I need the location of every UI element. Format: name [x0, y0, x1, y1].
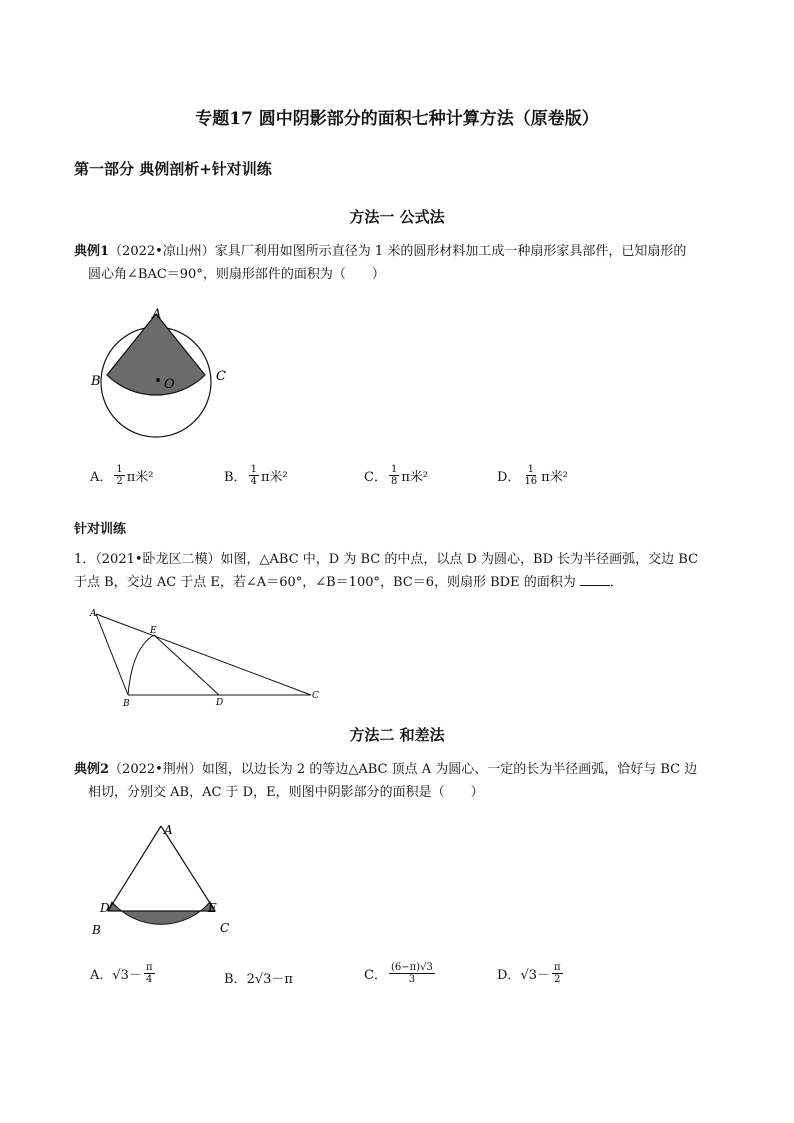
label-C: C [312, 691, 319, 701]
part-heading: 第一部分 典例剖析+针对训练 [74, 160, 272, 178]
example1-label: 典例1 [74, 244, 110, 259]
answer-blank[interactable] [580, 573, 610, 586]
shaded-sector [107, 314, 205, 395]
example1-text [74, 240, 734, 286]
method1-heading: 方法一 公式法 [349, 208, 445, 226]
option-d-2[interactable]: D． √3－ $\frac{\pi}{2}$ [497, 962, 561, 985]
label-E: E [208, 901, 217, 915]
label-A: A [152, 307, 162, 322]
example1-line1: （2022•凉山州）家具厂利用如图所示直径为 1 米的圆形材料加工成一种扇形家具部件，已知扇形的 [109, 244, 687, 259]
option-b[interactable]: B． $\frac{1}{4}$ π米² [224, 464, 288, 487]
option-d[interactable]: D． $\frac{1}{16}$ π米² [497, 464, 568, 487]
figure-equilateral-triangle [86, 814, 246, 944]
label-B: B [92, 923, 101, 937]
label-C: C [220, 921, 230, 935]
option-c-2[interactable]: C． $\frac{(6-\pi)√3}{3}$ [364, 962, 433, 985]
figure-triangle-arc [86, 604, 326, 714]
center-point [156, 378, 160, 382]
label-A: A [90, 609, 97, 619]
label-B: B [91, 374, 101, 389]
arc-BE [128, 635, 154, 695]
option-a-2[interactable]: A． √3－ $\frac{\pi}{4}$ [90, 962, 153, 985]
label-C: C [216, 369, 226, 384]
training-heading: 针对训练 [74, 522, 127, 537]
figure-circle-sector [86, 302, 246, 462]
label-A: A [164, 823, 173, 837]
label-D: D [216, 698, 224, 708]
label-O: O [164, 377, 175, 392]
option-a[interactable]: A． $\frac{1}{2}$ π米² [90, 464, 154, 487]
label-B: B [123, 699, 130, 709]
method2-heading: 方法二 和差法 [349, 726, 445, 744]
page-title: 专题17 圆中阴影部分的面积七种计算方法（原卷版） [195, 109, 599, 129]
example2-label: 典例2 [74, 762, 110, 777]
label-E: E [150, 626, 157, 636]
option-c[interactable]: C． $\frac{1}{8}$ π米² [364, 464, 429, 487]
label-D: D [100, 901, 110, 915]
shaded-region [108, 902, 215, 924]
example1-line2: 圆心角∠BAC＝90°，则扇形部件的面积为（ ） [88, 267, 385, 282]
example2-text: 典例2（2022•荆州）如图，以边长为 2 的等边△ABC 顶点 A 为圆心、一定的长为半径画弧，恰好与 BC 边 相切，分别交 AB，AC 于 D，E，则图中阴影部分的面积是（ ） [74, 762, 698, 800]
option-b-2[interactable]: B． 2√3－π [224, 972, 293, 987]
training-q1: 1．（2021•卧龙区二模）如图，△ABC 中，D 为 BC 的中点，以点 D 为圆心，BD 长为半径画弧，交边 BC 于点 B，交边 AC 于点 E，若∠A＝60°，∠B＝100°，BC＝6，则扇形 BDE 的面积为 ． [74, 552, 699, 590]
